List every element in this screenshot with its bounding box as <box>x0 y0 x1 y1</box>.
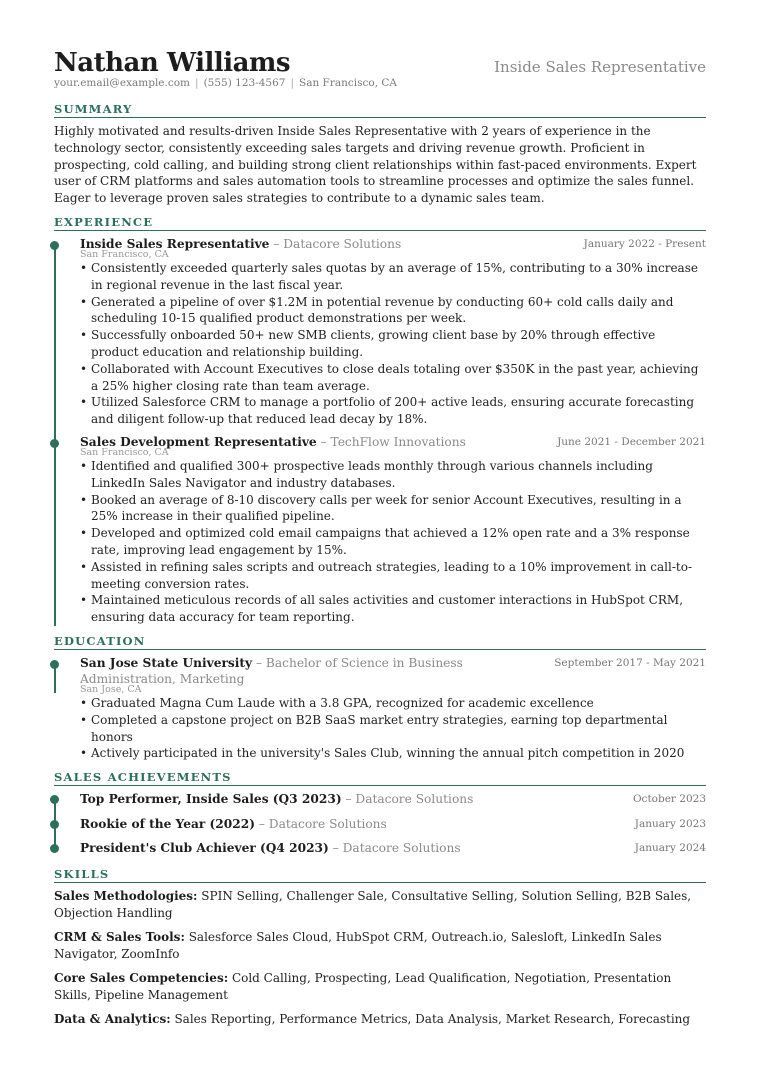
timeline-dot <box>50 241 59 250</box>
bullet-list <box>80 458 706 626</box>
skill-group <box>54 888 706 922</box>
achievement-item <box>54 840 706 865</box>
candidate-name: Nathan Williams <box>54 48 291 78</box>
job-date: January 2022 - Present <box>583 237 706 250</box>
bullet-item: • Actively participated in the university's Sales Club, winning the annual pitch competition in 2020 <box>80 745 706 762</box>
education-timeline <box>54 655 706 762</box>
achievements-timeline <box>54 791 706 865</box>
bullet-list <box>80 260 706 428</box>
bullet-item: • Generated a pipeline of over $1.2M in potential revenue by conducting 60+ cold calls daily and scheduling 10-15 qualified product demonstrations per week. <box>80 294 706 328</box>
school-name: San Jose State University <box>80 655 253 670</box>
achievement-item <box>54 791 706 816</box>
skill-value: Cold Calling, Prospecting, Lead Qualification, Negotiation, Presentation Skills, Pipeline Management <box>54 970 672 1002</box>
contact-separator: | <box>195 77 199 89</box>
job-title: Inside Sales Representative <box>80 236 270 251</box>
bullet-item: • Developed and optimized cold email campaigns that achieved a 12% open rate and a 3% response rate, improving lead engagement by 15%. <box>80 525 706 559</box>
experience-entry <box>54 236 706 428</box>
skill-label: Sales Methodologies: <box>54 888 198 903</box>
section-title-summary: SUMMARY <box>54 102 706 118</box>
skills-list <box>54 888 706 1028</box>
job-title: Sales Development Representative <box>80 434 317 449</box>
timeline-dot <box>50 439 59 448</box>
job-location: San Francisco, CA <box>80 446 169 458</box>
bullet-item: • Assisted in refining sales scripts and outreach strategies, leading to a 10% improvement in call-to-meeting conversion rates. <box>80 559 706 593</box>
achievement-org: – Datacore Solutions <box>254 816 387 831</box>
timeline-dot <box>50 660 59 669</box>
section-title-skills: SKILLS <box>54 867 706 883</box>
timeline-dot <box>50 844 59 853</box>
contact-separator: | <box>290 77 294 89</box>
achievement-date: January 2023 <box>634 817 706 830</box>
section-title-experience: EXPERIENCE <box>54 215 706 231</box>
school-location: San Jose, CA <box>80 683 142 695</box>
skill-group <box>54 970 706 1004</box>
bullet-item: • Booked an average of 8-10 discovery calls per week for senior Account Executives, resulting in a 25% increase in their qualified pipeline. <box>80 492 706 526</box>
target-role: Inside Sales Representative <box>494 58 706 76</box>
section-title-education: EDUCATION <box>54 634 706 650</box>
skill-value: Sales Reporting, Performance Metrics, Data Analysis, Market Research, Forecasting <box>170 1011 691 1026</box>
timeline-dot <box>50 795 59 804</box>
skill-label: Core Sales Competencies: <box>54 970 229 985</box>
resume-header <box>54 48 706 94</box>
bullet-item: • Completed a capstone project on B2B SaaS market entry strategies, earning top departmental honors <box>80 712 706 746</box>
section-title-achievements: SALES ACHIEVEMENTS <box>54 770 706 786</box>
skill-label: Data & Analytics: <box>54 1011 171 1026</box>
company-name: – TechFlow Innovations <box>316 434 466 449</box>
skill-value: SPIN Selling, Challenger Sale, Consultative Selling, Solution Selling, B2B Sales, Objection Handling <box>54 888 692 920</box>
bullet-item: • Identified and qualified 300+ prospective leads monthly through various channels including LinkedIn Sales Navigator and industry databases. <box>80 458 706 492</box>
contact-line <box>54 77 397 90</box>
entry-header <box>80 236 706 252</box>
achievement-date: October 2023 <box>632 793 706 806</box>
bullet-item: • Successfully onboarded 50+ new SMB clients, growing client base by 20% through effective product education and relationship building. <box>80 327 706 361</box>
achievement-title: Rookie of the Year (2022) <box>80 816 255 831</box>
bullet-item: • Consistently exceeded quarterly sales quotas by an average of 15%, contributing to a 30% increase in regional revenue in the last fiscal year. <box>80 260 706 294</box>
bullet-list <box>80 695 706 762</box>
contact-email[interactable]: your.email@example.com <box>54 77 191 89</box>
achievement-org: – Datacore Solutions <box>341 792 474 807</box>
skill-group <box>54 929 706 963</box>
experience-entry <box>54 434 706 626</box>
achievement-org: – Datacore Solutions <box>328 841 461 856</box>
education-entry <box>54 655 706 762</box>
entry-header <box>80 655 706 687</box>
bullet-item: • Utilized Salesforce CRM to manage a portfolio of 200+ active leads, ensuring accurate forecasting and diligent follow-up that reduced lead decay by 18%. <box>80 394 706 428</box>
skill-label: CRM & Sales Tools: <box>54 929 185 944</box>
bullet-item: • Maintained meticulous records of all sales activities and customer interactions in HubSpot CRM, ensuring data accuracy for team reporting. <box>80 592 706 626</box>
bullet-item: • Graduated Magna Cum Laude with a 3.8 GPA, recognized for academic excellence <box>80 695 706 712</box>
degree-name: – Bachelor of Science in Business Administration, Marketing <box>80 655 463 686</box>
skill-value: Salesforce Sales Cloud, HubSpot CRM, Outreach.io, Salesloft, LinkedIn Sales Navigator, ZoomInfo <box>54 929 662 961</box>
job-location: San Francisco, CA <box>80 248 169 260</box>
company-name: – Datacore Solutions <box>269 236 402 251</box>
summary-text: Highly motivated and results-driven Inside Sales Representative with 2 years of experience in the technology sector, consistently exceeding sales targets and driving revenue growth. Proficient in prospecting, cold calling, and building strong client relationships within fast-paced environments. Expert user of CRM platforms and sales automation tools to streamline processes and optimize the sales funnel. Eager to leverage proven sales strategies to contribute to a dynamic sales team. <box>54 124 697 206</box>
achievement-title: Top Performer, Inside Sales (Q3 2023) <box>80 792 342 807</box>
experience-timeline <box>54 236 706 626</box>
education-date: September 2017 - May 2021 <box>554 656 706 669</box>
job-date: June 2021 - December 2021 <box>557 435 706 448</box>
timeline-dot <box>50 820 59 829</box>
bullet-item: • Collaborated with Account Executives to close deals totaling over $350K in the past year, achieving a 25% higher closing rate than team average. <box>80 361 706 395</box>
achievement-item <box>54 816 706 841</box>
achievement-date: January 2024 <box>634 842 706 855</box>
entry-header <box>80 434 706 450</box>
contact-phone[interactable]: (555) 123-4567 <box>203 77 286 89</box>
achievement-title: President's Club Achiever (Q4 2023) <box>80 841 329 856</box>
contact-location: San Francisco, CA <box>299 77 398 89</box>
skill-group <box>54 1011 706 1028</box>
